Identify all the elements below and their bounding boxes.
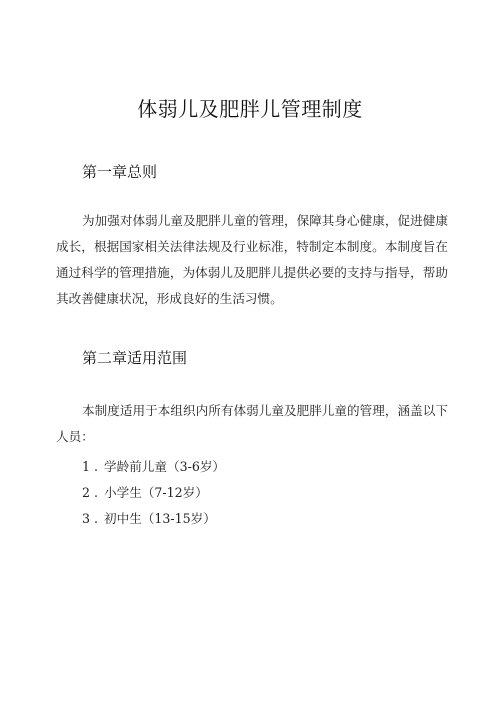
list-item-separator: . xyxy=(94,459,99,474)
chapter-2-paragraph: 本制度适用于本组织内所有体弱儿童及肥胖儿童的管理，涵盖以下人员： xyxy=(56,403,448,444)
chapter-2-heading: 第二章适用范围 xyxy=(82,349,188,367)
age-group-list xyxy=(82,454,225,532)
document-title: 体弱儿及肥胖儿管理制度 xyxy=(137,97,363,121)
list-item xyxy=(82,506,225,532)
list-item-text: 初中生（13-15岁） xyxy=(104,511,216,526)
chapter-1-paragraph: 为加强对体弱儿童及肥胖儿童的管理，保障其身心健康，促进健康成长，根据国家相关法律法规及行业标准，特制定本制度。本制度旨在通过科学的管理措施，为体弱儿及肥胖儿提供必要的支持与指导，帮助其改善健康状况，形成良好的生活习惯。 xyxy=(56,213,448,306)
list-item-separator: . xyxy=(94,511,99,526)
list-item-text: 小学生（7-12岁） xyxy=(104,485,208,500)
list-item-number: 1 xyxy=(82,459,91,474)
list-item xyxy=(82,480,225,506)
list-item xyxy=(82,454,225,480)
list-item-separator: . xyxy=(94,485,99,500)
list-item-number: 2 xyxy=(82,485,91,500)
list-item-number: 3 xyxy=(82,511,91,526)
list-item-text: 学龄前儿童（3-6岁） xyxy=(104,459,226,474)
chapter-1-heading: 第一章总则 xyxy=(82,163,158,181)
